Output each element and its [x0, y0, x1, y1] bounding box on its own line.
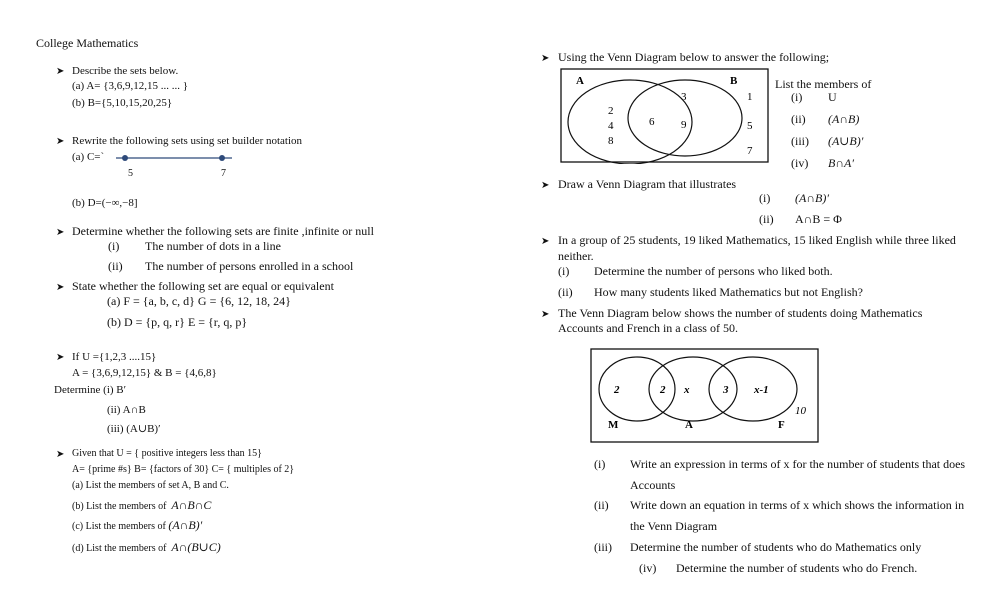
venn2-ii-num: (ii) [594, 498, 609, 512]
bullet-arrow-icon: ➤ [541, 309, 550, 320]
venn1-i: U [828, 90, 837, 104]
group-ii-num: (ii) [558, 285, 573, 299]
number-line [110, 150, 240, 166]
q3-title: Determine whether the following sets are finite ,infinite or null [72, 224, 374, 238]
page-header: College Mathematics [36, 36, 139, 50]
venn-diagram-2 [590, 348, 820, 444]
q4-a: (a) F = {a, b, c, d} G = {6, 12, 18, 24} [107, 294, 291, 308]
q6-line2: A= {prime #s} B= {factors of 30} C= { multiples of 2} [72, 464, 295, 475]
q5-determine: Determine (i) B′ [54, 384, 127, 396]
venn1-list-title: List the members of [775, 77, 872, 91]
q5-line2: A = {3,6,9,12,15} & B = {4,6,8} [72, 367, 217, 379]
venn1-iii: (A∪B)′ [828, 134, 864, 148]
venn1-value: 5 [747, 120, 753, 132]
venn1-value: 6 [649, 116, 655, 128]
q3-ii-num: (ii) [108, 259, 123, 273]
q5-ii: (ii) A∩B [107, 404, 146, 416]
venn1-value: 3 [681, 91, 687, 103]
venn2-iv: Determine the number of students who do French. [676, 561, 918, 575]
venn1-value: 1 [747, 91, 753, 103]
bullet-arrow-icon: ➤ [56, 282, 65, 293]
venn2-value: x [684, 384, 690, 396]
draw-ii-num: (ii) [759, 212, 774, 226]
bullet-arrow-icon: ➤ [56, 352, 65, 363]
bullet-arrow-icon: ➤ [56, 227, 65, 238]
q6-line1: Given that U = { positive integers less than 15} [72, 448, 262, 459]
draw-title: Draw a Venn Diagram that illustrates [558, 177, 737, 191]
q1-a: (a) A= {3,6,9,12,15 ... ... } [72, 80, 189, 92]
q3-i: The number of dots in a line [145, 239, 281, 253]
group-line2: neither. [558, 249, 594, 263]
group-i: Determine the number of persons who liked both. [594, 264, 833, 278]
draw-i: (A∩B)′ [795, 191, 829, 205]
venn2-ii-line2: the Venn Diagram [630, 519, 718, 533]
venn2-i-num: (i) [594, 457, 606, 471]
q6-d-expr: A∩(B∪C) [171, 540, 221, 554]
group-i-num: (i) [558, 264, 570, 278]
venn1-value: 7 [747, 145, 753, 157]
venn2-value: 3 [723, 384, 729, 396]
venn2-value: 2 [614, 384, 620, 396]
venn2-i-line2: Accounts [630, 478, 676, 492]
q2-a: (a) C=` [72, 151, 105, 163]
venn2-iv-num: (iv) [639, 561, 657, 575]
q6-c: (c) List the members of (A∩B)′ [72, 518, 203, 532]
venn1-iv: B∩A′ [828, 156, 854, 170]
venn1-ii-num: (ii) [791, 112, 806, 126]
q2-title: Rewrite the following sets using set builder notation [72, 135, 303, 147]
venn2-iii: Determine the number of students who do Mathematics only [630, 540, 922, 554]
q5-iii: (iii) (A∪B)′ [107, 423, 161, 435]
venn1-label-b: B [730, 75, 738, 87]
venn1-iv-num: (iv) [791, 156, 809, 170]
venn2-value: 10 [795, 405, 806, 417]
draw-i-num: (i) [759, 191, 771, 205]
venn2-iii-num: (iii) [594, 540, 612, 554]
venn2-line1: The Venn Diagram below shows the number of students doing Mathematics [558, 306, 923, 320]
q3-i-num: (i) [108, 239, 120, 253]
number-line-tick-7: 7 [221, 168, 226, 179]
draw-ii: A∩B = Φ [795, 212, 842, 226]
q4-b: (b) D = {p, q, r} E = {r, q, p} [107, 315, 248, 329]
bullet-arrow-icon: ➤ [56, 136, 65, 147]
bullet-arrow-icon: ➤ [541, 236, 550, 247]
q6-b-expr: A∩B∩C [171, 498, 212, 512]
venn1-value: 2 [608, 105, 614, 117]
venn1-iii-num: (iii) [791, 134, 809, 148]
venn2-i-line1: Write an expression in terms of x for the number of students that does [630, 457, 966, 471]
group-ii: How many students liked Mathematics but not English? [594, 285, 863, 299]
bullet-arrow-icon: ➤ [56, 66, 65, 77]
q1-title: Describe the sets below. [72, 65, 179, 77]
venn2-label-m: M [608, 419, 619, 431]
venn2-value: x-1 [754, 384, 769, 396]
group-line1: In a group of 25 students, 19 liked Mathematics, 15 liked English while three liked [558, 233, 956, 247]
q6-b: (b) List the members of A∩B∩C [72, 498, 212, 512]
venn1-label-a: A [576, 75, 584, 87]
q4-title: State whether the following set are equal or equivalent [72, 279, 334, 293]
venn1-i-num: (i) [791, 90, 803, 104]
number-line-tick-5: 5 [128, 168, 133, 179]
venn2-label-a: A [685, 419, 693, 431]
venn2-ii-line1: Write down an equation in terms of x which shows the information in [630, 498, 965, 512]
venn-diagram-1 [560, 68, 770, 164]
q2-b: (b) D=(−∞,−8] [72, 197, 138, 209]
venn1-value: 8 [608, 135, 614, 147]
q3-ii: The number of persons enrolled in a school [145, 259, 354, 273]
venn2-label-f: F [778, 419, 785, 431]
q6-a: (a) List the members of set A, B and C. [72, 480, 229, 491]
venn1-title: Using the Venn Diagram below to answer the following; [558, 50, 830, 64]
bullet-arrow-icon: ➤ [541, 180, 550, 191]
q5-line1: If U ={1,2,3 ....15} [72, 351, 157, 363]
venn1-value: 9 [681, 119, 687, 131]
bullet-arrow-icon: ➤ [541, 53, 550, 64]
venn1-ii: (A∩B) [828, 112, 860, 126]
q6-d: (d) List the members of A∩(B∪C) [72, 540, 221, 554]
q1-b: (b) B={5,10,15,20,25} [72, 97, 173, 109]
venn2-value: 2 [660, 384, 666, 396]
bullet-arrow-icon: ➤ [56, 449, 65, 460]
q6-c-expr: (A∩B)′ [168, 518, 203, 532]
venn1-value: 4 [608, 120, 614, 132]
venn2-line2: Accounts and French in a class of 50. [558, 321, 738, 335]
